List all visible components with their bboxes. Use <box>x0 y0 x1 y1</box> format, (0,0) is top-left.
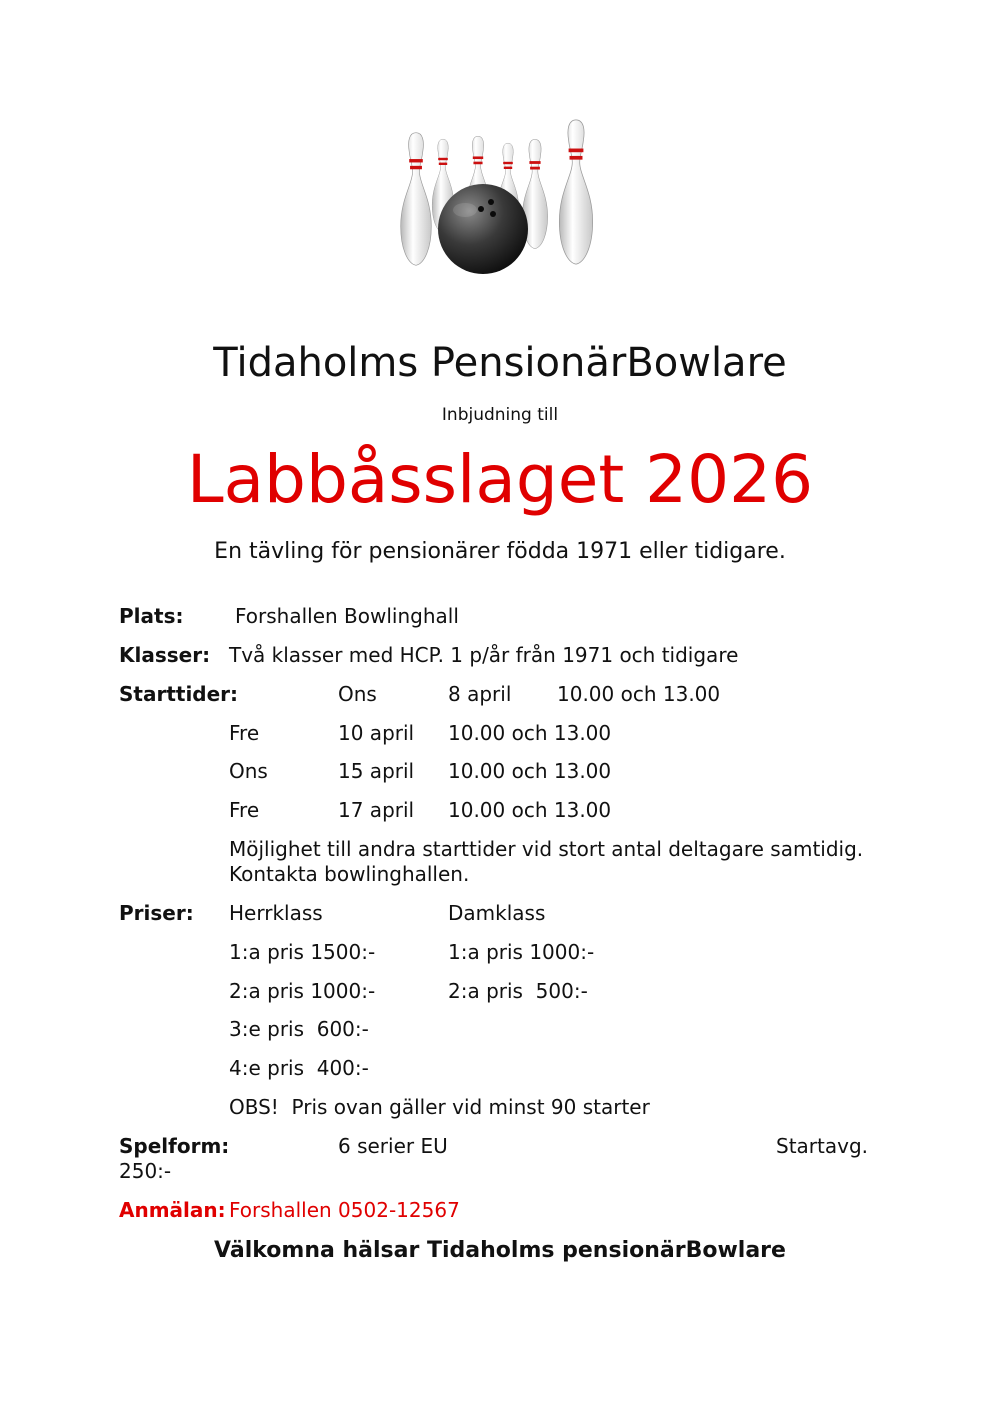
bowling-pins-and-ball-icon <box>395 118 607 283</box>
plats-value: Forshallen Bowlinghall <box>235 604 459 628</box>
organization-title: Tidaholms PensionärBowlare <box>213 340 787 386</box>
start-time: 10.00 och 13.00 <box>448 798 612 822</box>
priser-label: Priser: <box>119 901 194 925</box>
herrklass-header: Herrklass <box>229 901 323 925</box>
spelform-label: Spelform: <box>119 1134 230 1158</box>
welcome-footer: Välkomna hälsar Tidaholms pensionärBowlare <box>214 1238 786 1263</box>
start-day: Fre <box>229 721 260 745</box>
start-time: 10.00 och 13.00 <box>557 682 721 706</box>
starttider-note-contact: Kontakta bowlinghallen. <box>229 862 470 886</box>
invite-text: Inbjudning till <box>441 405 559 425</box>
start-time: 10.00 och 13.00 <box>448 721 612 745</box>
starttider-note: Möjlighet till andra starttider vid stort antal deltagare samtidig. <box>229 837 864 861</box>
start-date: 8 april <box>448 682 512 706</box>
startavgift-value: 250:- <box>119 1159 172 1183</box>
event-title: Labbåsslaget 2026 <box>186 441 814 518</box>
klasser-value: Två klasser med HCP. 1 p/år från 1971 och tidigare <box>229 643 739 667</box>
start-day: Ons <box>338 682 377 706</box>
startavgift-label: Startavg. <box>776 1134 869 1158</box>
start-date: 17 april <box>338 798 415 822</box>
herr-prize: 4:e pris 400:- <box>229 1056 369 1080</box>
herr-prize: 2:a pris 1000:- <box>229 979 376 1003</box>
spelform-value: 6 serier EU <box>338 1134 448 1158</box>
anmalan-contact: Forshallen 0502-12567 <box>229 1198 460 1222</box>
herr-prize: 1:a pris 1500:- <box>229 940 376 964</box>
start-day: Fre <box>229 798 260 822</box>
anmalan-label: Anmälan: <box>119 1198 226 1222</box>
herr-prize: 3:e pris 600:- <box>229 1017 369 1041</box>
dam-prize: 1:a pris 1000:- <box>448 940 595 964</box>
damklass-header: Damklass <box>448 901 546 925</box>
event-subtitle: En tävling för pensionärer födda 1971 eller tidigare. <box>214 539 786 564</box>
starttider-label: Starttider: <box>119 682 239 706</box>
start-time: 10.00 och 13.00 <box>448 759 612 783</box>
start-date: 15 april <box>338 759 415 783</box>
klasser-label: Klasser: <box>119 643 211 667</box>
start-date: 10 april <box>338 721 415 745</box>
priser-obs-note: OBS! Pris ovan gäller vid minst 90 starter <box>229 1095 650 1119</box>
dam-prize: 2:a pris 500:- <box>448 979 588 1003</box>
plats-label: Plats: <box>119 604 184 628</box>
start-day: Ons <box>229 759 268 783</box>
